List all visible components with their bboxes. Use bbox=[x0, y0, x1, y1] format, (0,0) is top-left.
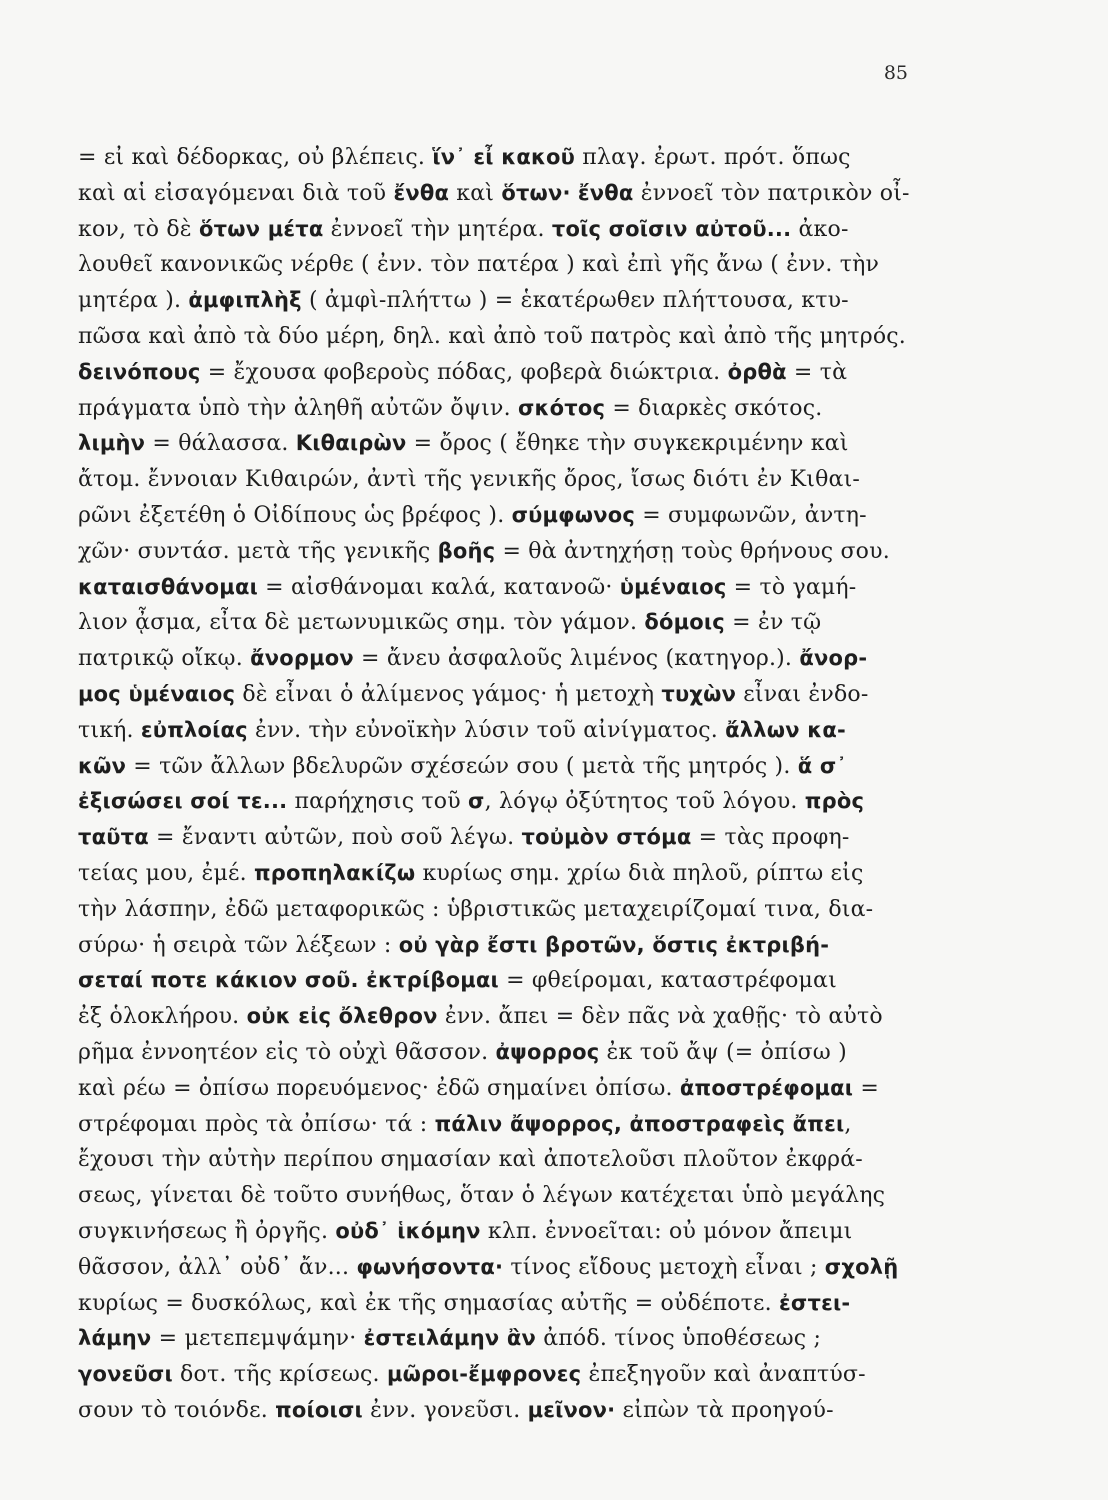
headword: ἄλλων κα- bbox=[725, 717, 846, 742]
text-line bbox=[78, 1321, 938, 1357]
gloss-text: = εἰ καὶ δέδορκας, οὐ βλέπεις. bbox=[78, 145, 433, 170]
gloss-text: σεως, γίνεται δὲ τοῦτο συνήθως, ὅταν ὁ λέγων κατέχεται ὑπὸ μεγάλης bbox=[78, 1183, 886, 1209]
gloss-text: καὶ ρέω = ὀπίσω πορευόμενος· ἐδῶ σημαίνει ὀπίσω. bbox=[78, 1075, 680, 1101]
gloss-text: = τὸ γαμή- bbox=[726, 574, 857, 600]
gloss-text: ἔχουσι τὴν αὐτὴν περίπου σημασίαν καὶ ἀποτελοῦσι πλοῦτον ἐκφρά- bbox=[78, 1147, 863, 1173]
text-line bbox=[78, 462, 938, 498]
headword: ἵν᾽ εἶ κακοῦ bbox=[432, 145, 576, 169]
headword: μεῖνον· bbox=[527, 1397, 616, 1422]
page-number: 85 bbox=[883, 62, 908, 84]
gloss-text: = ὄρος ( ἔθηκε τὴν συγκεκριμένην καὶ bbox=[406, 431, 849, 457]
text-line bbox=[78, 713, 938, 749]
headword: σεταί ποτε κάκιον σοῦ. ἐκτρίβομαι bbox=[78, 968, 499, 993]
gloss-text: παρήχησις τοῦ bbox=[287, 789, 469, 815]
gloss-text: χῶν· συντάσ. μετὰ τῆς γενικῆς bbox=[78, 538, 438, 564]
headword: ταῦτα bbox=[78, 825, 149, 850]
text-line bbox=[78, 1071, 938, 1107]
gloss-text: στρέφομαι πρὸς τὰ ὀπίσω· τά : bbox=[78, 1111, 435, 1137]
headword: ἀψορρος bbox=[495, 1039, 600, 1064]
text-line bbox=[78, 1107, 938, 1143]
text-line bbox=[78, 820, 938, 856]
text-line bbox=[78, 677, 938, 713]
text-line bbox=[78, 212, 938, 248]
gloss-text: = ἔναντι αὐτῶν, ποὺ σοῦ λέγω. bbox=[148, 825, 522, 851]
text-line bbox=[78, 355, 938, 391]
gloss-text: δοτ. τῆς κρίσεως. bbox=[172, 1362, 387, 1388]
gloss-text: = ἐν τῷ bbox=[724, 610, 822, 636]
gloss-text: λουθεῖ κανονικῶς νέρθε ( ἐνν. τὸν πατέρα ) καὶ ἐπὶ γῆς ἄνω ( ἐνν. τὴν bbox=[78, 252, 880, 278]
gloss-text: ( ἀμφὶ-πλήττω ) = ἑκατέρωθεν πλήττουσα, κτυ- bbox=[301, 288, 849, 314]
text-line bbox=[78, 1035, 938, 1071]
headword: μῶροι-ἔμφρονες bbox=[386, 1362, 582, 1387]
text-line bbox=[78, 928, 938, 964]
headword: μος ὑμέναιος bbox=[78, 681, 236, 706]
gloss-text: πλαγ. ἐρωτ. πρότ. ὅπως bbox=[575, 145, 851, 170]
gloss-text: ἀκο- bbox=[791, 216, 849, 242]
gloss-text: , bbox=[844, 1111, 852, 1137]
gloss-text: ἀπόδ. τίνος ὑποθέσεως ; bbox=[536, 1326, 822, 1352]
headword: βοῆς bbox=[437, 538, 496, 563]
headword: λιμὴν bbox=[78, 431, 146, 456]
headword: δόμοις bbox=[644, 610, 725, 635]
headword: ἀποστρέφομαι bbox=[679, 1075, 854, 1100]
gloss-text: συγκινήσεως ἢ ὀργῆς. bbox=[78, 1218, 336, 1244]
gloss-text: ρῶνι ἐξετέθη ὁ Οἰδίπους ὡς βρέφος ). bbox=[78, 502, 512, 528]
text-line bbox=[78, 749, 938, 785]
headword: ὅτων· bbox=[501, 180, 571, 205]
headword: ποίοισι bbox=[275, 1397, 363, 1422]
gloss-text: = bbox=[853, 1075, 879, 1101]
gloss-text: τὴν λάσπην, ἐδῶ μεταφορικῶς : ὑβριστικῶς μεταχειρίζομαί τινα, δια- bbox=[78, 896, 874, 922]
gloss-text: τείας μου, ἐμέ. bbox=[78, 860, 254, 886]
text-line bbox=[78, 1393, 938, 1429]
text-line bbox=[78, 247, 938, 283]
commentary-text bbox=[78, 140, 938, 1429]
text-line bbox=[78, 605, 938, 641]
headword: Κιθαιρὼν bbox=[295, 431, 407, 456]
headword: ἄνορ- bbox=[799, 646, 868, 671]
headword: πάλιν ἄψορρος, ἀποστραφεὶς ἄπει bbox=[434, 1111, 845, 1136]
headword: ἐξισώσει σοί τε... bbox=[78, 789, 288, 814]
gloss-text: = διαρκὲς σκότος. bbox=[605, 395, 823, 421]
gloss-text: καὶ bbox=[449, 180, 502, 206]
gloss-text: = φθείρομαι, καταστρέφομαι bbox=[498, 968, 837, 994]
gloss-text: ἐνν. ἄπει = δὲν πᾶς νὰ χαθῇς· τὸ αὐτὸ bbox=[437, 1004, 883, 1030]
gloss-text: ἐξ ὁλοκλήρου. bbox=[78, 1004, 247, 1030]
headword: γονεῦσι bbox=[78, 1362, 173, 1387]
gloss-text: = ἄνευ ἀσφαλοῦς λιμένος (κατηγορ.). bbox=[353, 646, 800, 672]
gloss-text: ἄτομ. ἔννοιαν Κιθαιρών, ἀντὶ τῆς γενικῆς ὄρος, ἴσως διότι ἐν Κιθαι- bbox=[78, 467, 861, 493]
gloss-text: = θάλασσα. bbox=[145, 431, 296, 457]
gloss-text: πατρικῷ οἴκῳ. bbox=[78, 646, 251, 672]
gloss-text: πράγματα ὑπὸ τὴν ἀληθῆ αὐτῶν ὄψιν. bbox=[78, 395, 518, 421]
text-line bbox=[78, 319, 938, 355]
text-line bbox=[78, 176, 938, 212]
headword: ὑμέναιος bbox=[619, 574, 727, 599]
gloss-text: μητέρα ). bbox=[78, 288, 189, 314]
headword: ἐστειλάμην ἂν bbox=[363, 1326, 537, 1351]
text-line bbox=[78, 1357, 938, 1393]
gloss-text: σύρω· ἡ σειρὰ τῶν λέξεων : bbox=[78, 932, 399, 958]
headword: τοῖς σοῖσιν αὐτοῦ... bbox=[551, 216, 792, 241]
gloss-text: θᾶσσον, ἀλλ᾽ οὐδ᾽ ἄν... bbox=[78, 1254, 357, 1280]
gloss-text: καὶ αἱ εἰσαγόμεναι διὰ τοῦ bbox=[78, 180, 394, 206]
gloss-text: σουν τὸ τοιόνδε. bbox=[78, 1397, 276, 1423]
headword: φωνήσοντα· bbox=[356, 1254, 504, 1279]
gloss-text: τική. bbox=[78, 717, 141, 743]
gloss-text: ἐννοεῖ τὸν πατρικὸν οἶ- bbox=[633, 180, 910, 206]
gloss-text: ἐπεξηγοῦν καὶ ἀναπτύσ- bbox=[581, 1362, 866, 1388]
headword: δεινόπους bbox=[78, 359, 201, 384]
text-line bbox=[78, 892, 938, 928]
gloss-text: ἐννοεῖ τὴν μητέρα. bbox=[323, 216, 552, 242]
text-line bbox=[78, 1142, 938, 1178]
text-line bbox=[78, 641, 938, 677]
headword: ἐστει- bbox=[779, 1290, 851, 1315]
gloss-text: ρῆμα ἐννοητέον εἰς τὸ οὐχὶ θᾶσσον. bbox=[78, 1039, 496, 1065]
gloss-text: = τὰ bbox=[786, 359, 848, 385]
text-line bbox=[78, 570, 938, 606]
text-line bbox=[78, 1214, 938, 1250]
headword: ὀρθὰ bbox=[727, 359, 787, 384]
text-line bbox=[78, 498, 938, 534]
gloss-text: κον, τὸ δὲ bbox=[78, 216, 200, 242]
headword: τυχὼν bbox=[661, 681, 737, 706]
headword: καταισθάνομαι bbox=[78, 574, 258, 599]
text-line bbox=[78, 426, 938, 462]
gloss-text: εἰπὼν τὰ προηγού- bbox=[615, 1397, 834, 1423]
gloss-text: λιον ᾆσμα, εἶτα δὲ μετωνυμικῶς σημ. τὸν γάμον. bbox=[78, 610, 645, 636]
headword: λάμην bbox=[78, 1326, 152, 1351]
headword: σύμφωνος bbox=[511, 502, 636, 527]
text-line bbox=[78, 1250, 938, 1286]
gloss-text: ἐκ τοῦ ἄψ (= ὀπίσω ) bbox=[599, 1039, 847, 1065]
text-line bbox=[78, 534, 938, 570]
gloss-text: , λόγῳ ὀξύτητος τοῦ λόγου. bbox=[484, 789, 805, 815]
headword: ἔνθα bbox=[393, 180, 450, 205]
headword: προπηλακίζω bbox=[253, 860, 416, 885]
gloss-text: ἐνν. τὴν εὐνοϊκὴν λύσιν τοῦ αἰνίγματος. bbox=[247, 717, 726, 743]
gloss-text: = θὰ ἀντηχήσῃ τοὺς θρήνους σου. bbox=[495, 538, 890, 564]
gloss-text: = συμφωνῶν, ἀντη- bbox=[635, 502, 867, 528]
gloss-text: εἶναι ἐνδο- bbox=[736, 681, 869, 707]
gloss-text: τίνος εἴδους μετοχὴ εἶναι ; bbox=[503, 1254, 825, 1280]
gloss-text: κυρίως σημ. χρίω διὰ πηλοῦ, ρίπτω εἰς bbox=[415, 860, 864, 886]
text-line bbox=[78, 999, 938, 1035]
text-line bbox=[78, 140, 938, 176]
headword: οὐ γὰρ ἔστι βροτῶν, ὅστις ἐκτριβή- bbox=[398, 932, 830, 957]
gloss-text: πῶσα καὶ ἀπὸ τὰ δύο μέρη, δηλ. καὶ ἀπὸ τοῦ πατρὸς καὶ ἀπὸ τῆς μητρός. bbox=[78, 323, 907, 349]
headword: σ bbox=[468, 789, 485, 814]
gloss-text: κυρίως = δυσκόλως, καὶ ἐκ τῆς σημασίας αὐτῆς = οὐδέποτε. bbox=[78, 1290, 780, 1316]
gloss-text: = μετεπεμψάμην· bbox=[151, 1326, 364, 1352]
text-line bbox=[78, 391, 938, 427]
gloss-text: κλπ. ἐννοεῖται: οὐ μόνον ἄπειμι bbox=[480, 1218, 853, 1244]
headword: εὐπλοίας bbox=[140, 717, 248, 742]
text-line bbox=[78, 856, 938, 892]
headword: κῶν bbox=[78, 753, 127, 778]
gloss-text bbox=[571, 181, 578, 206]
gloss-text: = τὰς προφη- bbox=[691, 825, 850, 851]
headword: ἀμφιπλὴξ bbox=[188, 288, 302, 313]
text-line bbox=[78, 1286, 938, 1322]
headword: ἅ σ᾽ bbox=[797, 753, 848, 778]
headword: ἄνορμον bbox=[250, 646, 354, 671]
gloss-text: = τῶν ἄλλων βδελυρῶν σχέσεών σου ( μετὰ τῆς μητρός ). bbox=[126, 753, 798, 779]
headword: ἔνθα bbox=[577, 180, 634, 205]
text-line bbox=[78, 963, 938, 999]
text-line bbox=[78, 283, 938, 319]
gloss-text: = ἔχουσα φοβεροὺς πόδας, φοβερὰ διώκτρια. bbox=[200, 359, 728, 385]
headword: σχολῇ bbox=[824, 1254, 899, 1279]
headword: τοὐμὸν στόμα bbox=[521, 825, 692, 850]
headword: ὅτων μέτα bbox=[199, 216, 324, 241]
headword: οὐδ᾽ ἱκόμην bbox=[335, 1218, 481, 1243]
gloss-text: ἐνν. γονεῦσι. bbox=[362, 1397, 528, 1423]
gloss-text: = αἰσθάνομαι καλά, κατανοῶ· bbox=[257, 574, 620, 600]
headword: οὐκ εἰς ὄλεθρον bbox=[246, 1004, 438, 1029]
headword: σκότος bbox=[517, 395, 606, 420]
gloss-text: δὲ εἶναι ὁ ἀλίμενος γάμος· ἡ μετοχὴ bbox=[235, 681, 662, 707]
text-line bbox=[78, 1178, 938, 1214]
text-line bbox=[78, 784, 938, 820]
headword: πρὸς bbox=[804, 789, 865, 814]
